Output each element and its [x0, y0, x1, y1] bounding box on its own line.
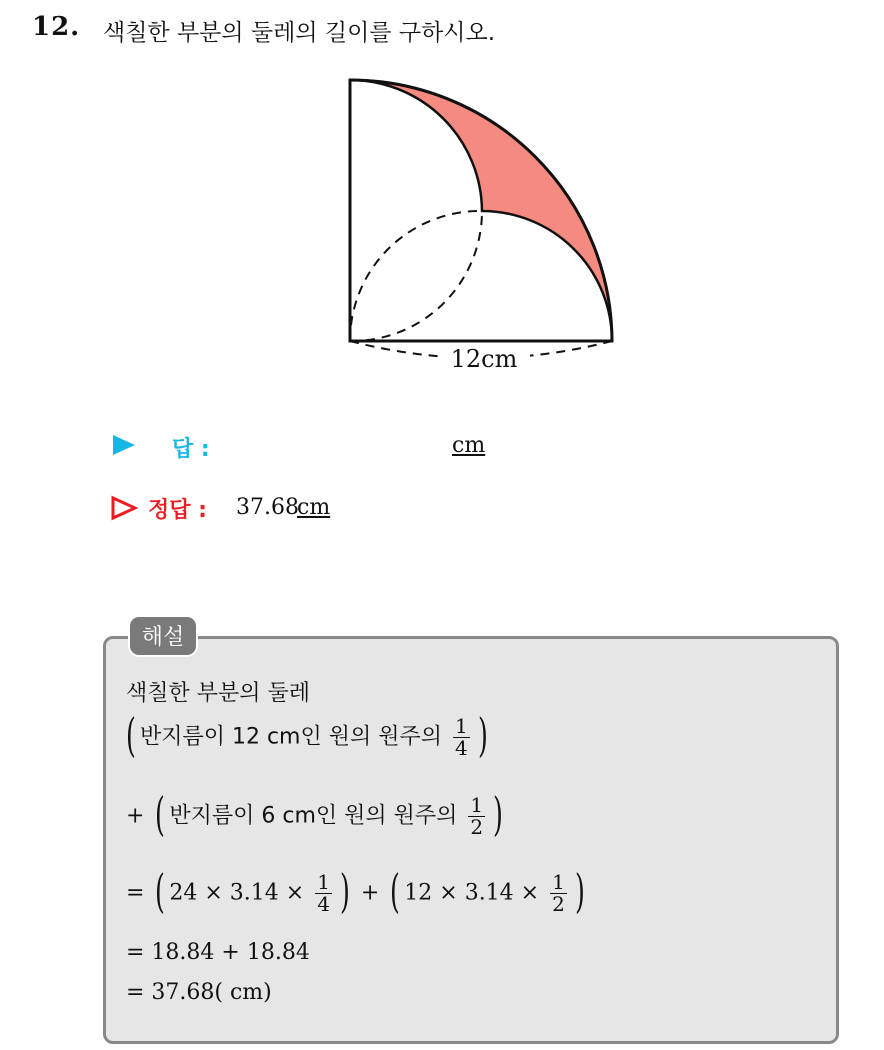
dashed-arc-right: [350, 211, 482, 341]
explanation-tag: 해설: [128, 615, 198, 657]
question-text: 색칠한 부분의 둘레의 길이를 구하시오.: [103, 20, 496, 46]
answer-arrow-icon: [111, 433, 137, 457]
question-number: 12.: [32, 12, 81, 42]
explanation-line-2: ( 반지름이 12 cm인 원의 원주의 $\frac{1}{4}$ ): [126, 707, 488, 762]
correct-arrow-icon: [110, 495, 138, 521]
correct-label: 정답 :: [148, 498, 207, 523]
explanation-line-1: 색칠한 부분의 둘레: [126, 681, 311, 706]
correct-value: 37.68: [236, 495, 299, 520]
geometry-figure: [340, 70, 630, 390]
answer-label: 답 :: [172, 437, 210, 462]
explanation-line-4: = ( 24 × 3.14 × $\frac{1}{4}$ ) + ( 12 × 3.14 × $\frac{1}{2}$ ): [126, 863, 585, 918]
explanation-line-6: = 37.68( cm): [126, 980, 272, 1005]
shaded-region: [350, 80, 612, 341]
explanation-line-3: + ( 반지름이 6 cm인 원의 원주의 $\frac{1}{2}$ ): [126, 786, 504, 841]
explanation-line-5: = 18.84 + 18.84: [126, 940, 310, 965]
dimension-label: 12cm: [450, 345, 518, 373]
answer-unit: cm: [452, 433, 486, 458]
dashed-arc-left: [350, 211, 482, 341]
correct-unit: cm: [297, 495, 331, 520]
